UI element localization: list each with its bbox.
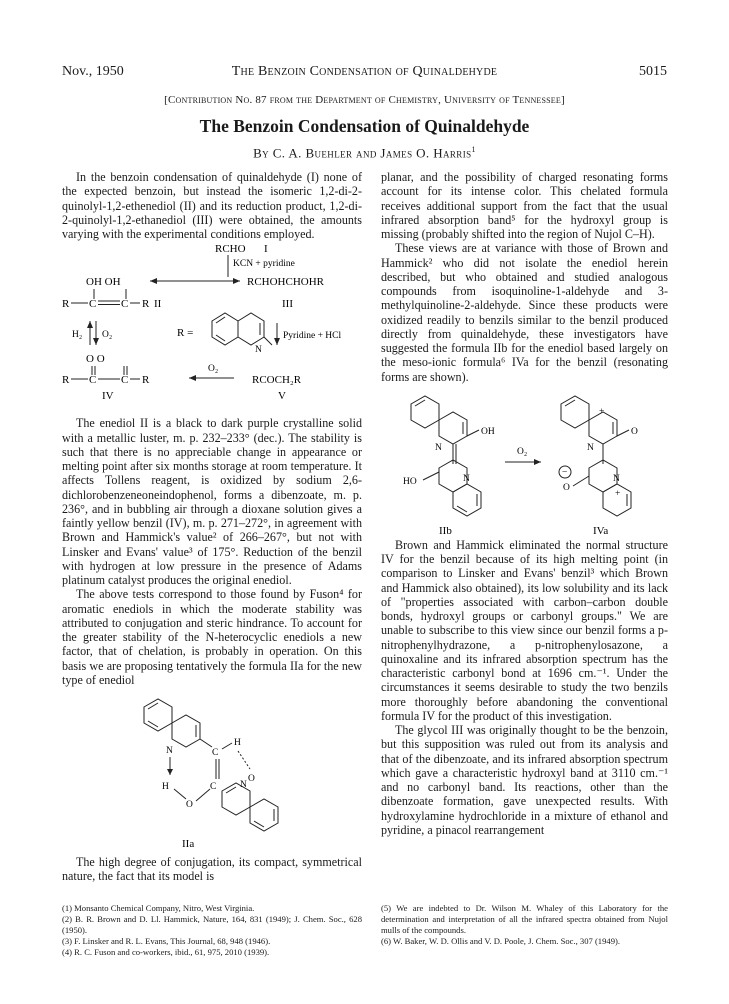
footnote-5: (5) We are indebted to Dr. Wilson M. Whaley of this Laboratory for the determination and interpretation of all the infrared spectra obtained from Nujol mulls of the compounds. [381,903,668,935]
scheme-pyridine-hcl: Pyridine + HCl [283,331,342,342]
iia-upper-quinoline-icon [144,699,200,747]
iva-o-bottom: O [563,482,570,493]
article-title: The Benzoin Condensation of Quinaldehyde [199,116,530,136]
conjugation-paragraph: The high degree of conjugation, its compact, symmetrical nature, the fact that its model is [62,855,362,884]
footnote-3: (3) F. Linsker and R. L. Evans, This Journal, 68, 948 (1946). [62,936,271,946]
reaction-scheme-drawing [62,241,362,416]
scheme-iv-c-right: C [121,374,129,387]
figure-iib-iva-drawing [381,384,668,538]
iia-n1: N [166,746,173,756]
iva-plus-top: + [599,406,605,417]
scheme-h2: H₂ [72,330,83,341]
quinoline-ring-icon [212,313,272,345]
scheme-oh-oh: OH OH [86,276,121,289]
scheme-iv-r-left: R [62,374,70,387]
iib-label: IIb [439,524,452,537]
scheme-r-left: R [62,298,70,311]
iia-c2: C [210,782,217,792]
byline-footnote-mark: 1 [471,145,476,154]
iia-o1: O [186,800,193,810]
scheme-label-ii: II [154,298,162,311]
scheme-o2-b: O₂ [208,364,219,375]
iva-upper-quinoline-icon [561,396,617,444]
figure-iia [62,687,362,855]
iva-label: IVa [593,524,609,537]
footnotes-right [381,903,668,947]
iia-h1: H [234,738,241,748]
normal-structure-paragraph: Brown and Hammick eliminated the normal structure IV for the benzil because of its high melting point (in comparison to Linsker and Evans' benzil³ which Brown and Hammick also obtained), its low solubility and its lack of "properties associated with carbon–carbon double bonds, hydroxyl groups or carbonyl groups." We are unable to subscribe to this view since our benzil forms a p-nitrophenylhydrazone, a p-nitrophenylosazone, a quinoxaline and its infrared absorption spectrum has the characteristic carbonyl bond at 1696 cm.⁻¹. Under the circumstances it seems desirable to study the two benzils more thoroughly before abandoning the conventional formula IV for the product of this investigation. [381,537,668,723]
iva-n2: N [613,473,620,484]
scheme-label-iv: IV [102,390,114,403]
iib-n2: N [463,473,470,484]
scheme-rcoch2r: RCOCH₂R [252,374,302,387]
scheme-iv-r-right: R [142,374,150,387]
footnote-6: (6) W. Baker, W. D. Ollis and V. D. Poole, J. Chem. Soc., 307 (1949). [381,936,621,946]
footnotes-left [62,903,362,958]
reaction-scheme [62,241,362,416]
scheme-kcn: KCN + pyridine [233,259,295,270]
scheme-label-v: V [278,390,286,403]
footnote-4: (4) R. C. Fuson and co-workers, ibid., 61, 975, 2010 (1939). [62,947,270,957]
fuson-paragraph: The above tests correspond to those found by Fuson⁴ for aromatic enediols in which the moderate stability was attributed to conjugation and steric hindrance. To account for the greater stability of the N-heterocyclic enediols a new factor, that of chelation, is probably in operation. On this basis we are proposing tentatively the formula IIa for the new type of enediol [62,587,362,687]
iib-ho: HO [403,476,417,487]
iia-h2: H [162,782,169,792]
scheme-o2: O₂ [102,330,113,341]
intro-paragraph: In the benzoin condensation of quinaldehyde (I) none of the expected benzoin, but instead the isomeric 1,2-di-2-quinolyl-1,2-ethenediol (II) and its reduction product, 1,2-di-2-quinolyl-1,2-ethanediol (III) were obtained, the amounts varying with the experimental conditions employed. [62,170,362,241]
iia-lower-quinoline-icon [222,783,278,831]
iva-plus-bottom: + [615,488,621,499]
running-header [62,64,667,82]
scheme-rcho: RCHO [215,243,246,256]
footnote-1: (1) Monsanto Chemical Company, Nitro, West Virginia. [62,903,255,913]
right-column [381,170,668,837]
scheme-iv-c-left: C [89,374,97,387]
scheme-label-i: I [264,243,268,256]
brown-hammick-paragraph: These views are at variance with those of Brown and Hammick² who did not isolate the enediol herein described, but who obtained and studied analogous compounds from isoquinoline-1-aldehyde and 3-methylquinoline-2-aldehyde. Since these products were oxidized readily to benzils similar to the benzil produced directly from quinaldehyde, these investigators have suggested the formula IIb for the enediol based largely on the meso-ionic formula⁶ IVa for the benzil (resonating forms are shown). [381,241,668,384]
iia-n2: N [240,780,247,790]
iib-n1: N [435,442,442,453]
scheme-r-right: R [142,298,150,311]
iva-o-top: O [631,426,638,437]
iib-upper-quinoline-icon [411,396,467,444]
iia-c1: C [212,748,219,758]
planar-paragraph: planar, and the possibility of charged resonating forms account for its intense color. This chelated formula receives additional support from the fact that the usual infrared absorption band⁵ for the hydroxyl group is missing (probably shifted into the region of Nujol C–H). [381,170,668,241]
byline [0,145,729,161]
iib-oh: OH [481,426,495,437]
figure-iib-iva [381,384,668,538]
scheme-label-iii: III [282,298,293,311]
footnote-2: (2) B. R. Brown and D. Ll. Hammick, Nature, 164, 831 (1949); J. Chem. Soc., 628 (1950). [62,914,362,935]
figure-iia-drawing [62,687,362,855]
header-page-number: 5015 [639,64,667,79]
iib-arrow-o2: O₂ [517,446,528,457]
iva-n1: N [587,442,594,453]
header-title: The Benzoin Condensation of Quinaldehyde [231,64,498,79]
scheme-rchohchohr: RCHOHCHOHR [247,276,325,289]
enediol-paragraph: The enediol II is a black to dark purple crystalline solid with a metallic luster, m. p. 232–233° (dec.). The stability is such that there is no appreciable change in appearance or melting point after six months storage at room temperature. It affects Tollens reagent, is oxidized by sodium 2,6-dichlorobenzeneoneindophenol, forms a dibenzoate, m. p. 236°, and in bubbling air through a dioxane solution gives a faintly yellow benzil (IV), m. p. 271–272°, in agreement with Brown and Hammick's value² of 266–267°, but not with Linsker and Evans' value³ of 175°. Reduction of the benzil with hydrogen at low pressure in the presence of Adams platinum catalyst produces the original enediol. [62,416,362,587]
scheme-r-equals: R = [177,327,194,340]
iva-minus: − [562,467,568,478]
iia-label: IIa [182,838,195,850]
scheme-c-right: C [121,298,129,311]
byline-authors: By C. A. Buehler and James O. Harris [253,145,472,161]
glycol-paragraph: The glycol III was originally thought to be the benzoin, but this supposition was ruled out from its analysis and that of the dibenzoate, and its infrared absorption spectrum which gave a characteristic hydroxyl band at 3110 cm.⁻¹ and no carbonyl band. Its reactions, other than the dibenzoate formation, gave unexpected results. With hydroxylamine hydrochloride in a mixture of ethanol and pyridine, a pinacol rearrangement [381,723,668,837]
header-date: Nov., 1950 [62,64,124,79]
contribution-line: [Contribution No. 87 from the Department of Chemistry, University of Tennessee] [164,94,565,106]
iva-lower-quinoline-icon [589,460,631,516]
iia-o2: O [248,774,255,784]
scheme-o-o: O O [86,353,105,366]
left-column [62,170,362,884]
iib-lower-quinoline-icon [439,460,481,516]
scheme-c-left: C [89,298,97,311]
scheme-ring-n: N [255,345,262,356]
